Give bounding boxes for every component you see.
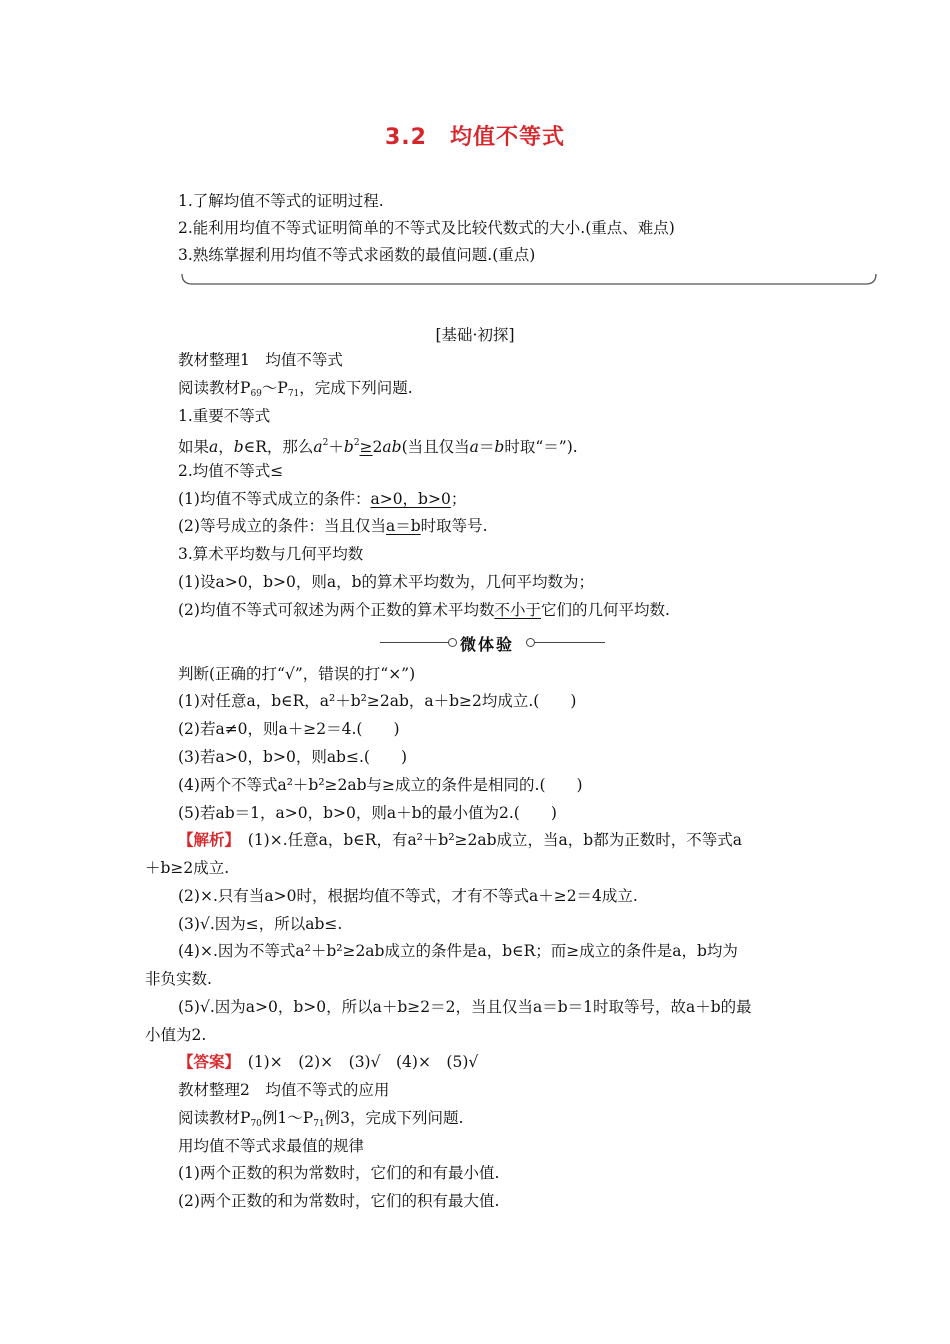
analysis-p4-cont: 非负实数. (145, 970, 212, 988)
objectives-bracket (180, 272, 878, 286)
quiz-q3: (3)若a>0，b>0，则ab≤.( ) (178, 748, 407, 766)
s2-rule: 用均值不等式求最值的规律 (178, 1137, 365, 1155)
item2-line2: (2)等号成立的条件：当且仅当a＝b时取等号. (178, 517, 488, 535)
quiz-intro: 判断(正确的打“√”，错误的打“×”) (178, 665, 416, 683)
analysis-p3: (3)√.因为≤，所以ab≤. (178, 915, 343, 933)
item3-answer: 不小于 (494, 601, 541, 619)
analysis-p5-cont: 小值为2. (145, 1026, 207, 1044)
answer-tag: 【答案】 (178, 1052, 233, 1071)
item2-line1: (1)均值不等式成立的条件：a>0，b>0； (178, 490, 467, 508)
item3-title: 3.算术平均数与几何平均数 (178, 545, 364, 563)
quiz-q1: (1)对任意a，b∈R，a²＋b²≥2ab，a＋b≥2均成立.( ) (178, 692, 577, 710)
item1-title: 1.重要不等式 (178, 407, 271, 425)
item1-statement: 如果a，b∈R，那么$a^2+b^2\ge 2ab$(当且仅当a＝b时取“＝”). (178, 438, 578, 456)
analysis-p1: 【解析】 (1)×.任意a，b∈R，有a²＋b²≥2ab成立，当a，b都为正数时，不等式a (178, 830, 742, 849)
wei-tiyan-divider (380, 632, 605, 654)
s2-heading: 教材整理2 均值不等式的应用 (178, 1081, 390, 1099)
analysis-tag: 【解析】 (178, 830, 233, 849)
analysis-p2: (2)×.只有当a>0时，根据均值不等式，才有不等式a＋≥2＝4成立. (178, 887, 638, 905)
item1-answer-blank: ≥ (359, 438, 373, 456)
objective-3: 3.熟练掌握利用均值不等式求函数的最值问题.(重点) (178, 246, 536, 264)
s2-rule-2: (2)两个正数的和为常数时，它们的积有最大值. (178, 1192, 500, 1210)
quiz-q2: (2)若a≠0，则a＋≥2＝4.( ) (178, 720, 400, 738)
analysis-p1-cont: ＋b≥2成立. (145, 859, 230, 877)
answer-line: 【答案】 (1)× (2)× (3)√ (4)× (5)√ (178, 1052, 479, 1071)
s2-rule-1: (1)两个正数的积为常数时，它们的和有最小值. (178, 1164, 500, 1182)
s1-heading: 教材整理1 均值不等式 (178, 351, 343, 369)
s2-read-instruction: 阅读教材$P_{70}$例$1\sim P_{71}$例3，完成下列问题. (178, 1109, 464, 1129)
s1-read-instruction: 阅读教材$P_{69}\sim P_{71}$，完成下列问题. (178, 379, 413, 399)
analysis-p4: (4)×.因为不等式a²＋b²≥2ab成立的条件是a，b∈R；而≥成立的条件是a，b均为 (178, 942, 738, 960)
objective-1: 1.了解均值不等式的证明过程. (178, 192, 384, 210)
section-tag: [基础·初探] (435, 326, 515, 344)
wei-tiyan-label: 微体验 (460, 635, 515, 654)
objective-2: 2.能利用均值不等式证明简单的不等式及比较代数式的大小.(重点、难点) (178, 219, 675, 237)
item3-line2: (2)均值不等式可叙述为两个正数的算术平均数不小于它们的几何平均数. (178, 601, 670, 619)
section-title: 3.2 均值不等式 (385, 125, 565, 150)
item2-answer-2: a＝b (385, 517, 421, 535)
item2-answer-1: a>0，b>0 (370, 490, 451, 508)
item3-line1: (1)设a>0，b>0，则a，b的算术平均数为，几何平均数为； (178, 573, 595, 591)
analysis-p5: (5)√.因为a>0，b>0，所以a＋b≥2＝2，当且仅当a＝b＝1时取等号，故a＋b的最 (178, 998, 752, 1016)
item2-title: 2.均值不等式≤ (178, 462, 284, 480)
quiz-q4: (4)两个不等式a²＋b²≥2ab与≥成立的条件是相同的.( ) (178, 776, 583, 794)
quiz-q5: (5)若ab＝1，a>0，b>0，则a＋b的最小值为2.( ) (178, 804, 557, 822)
